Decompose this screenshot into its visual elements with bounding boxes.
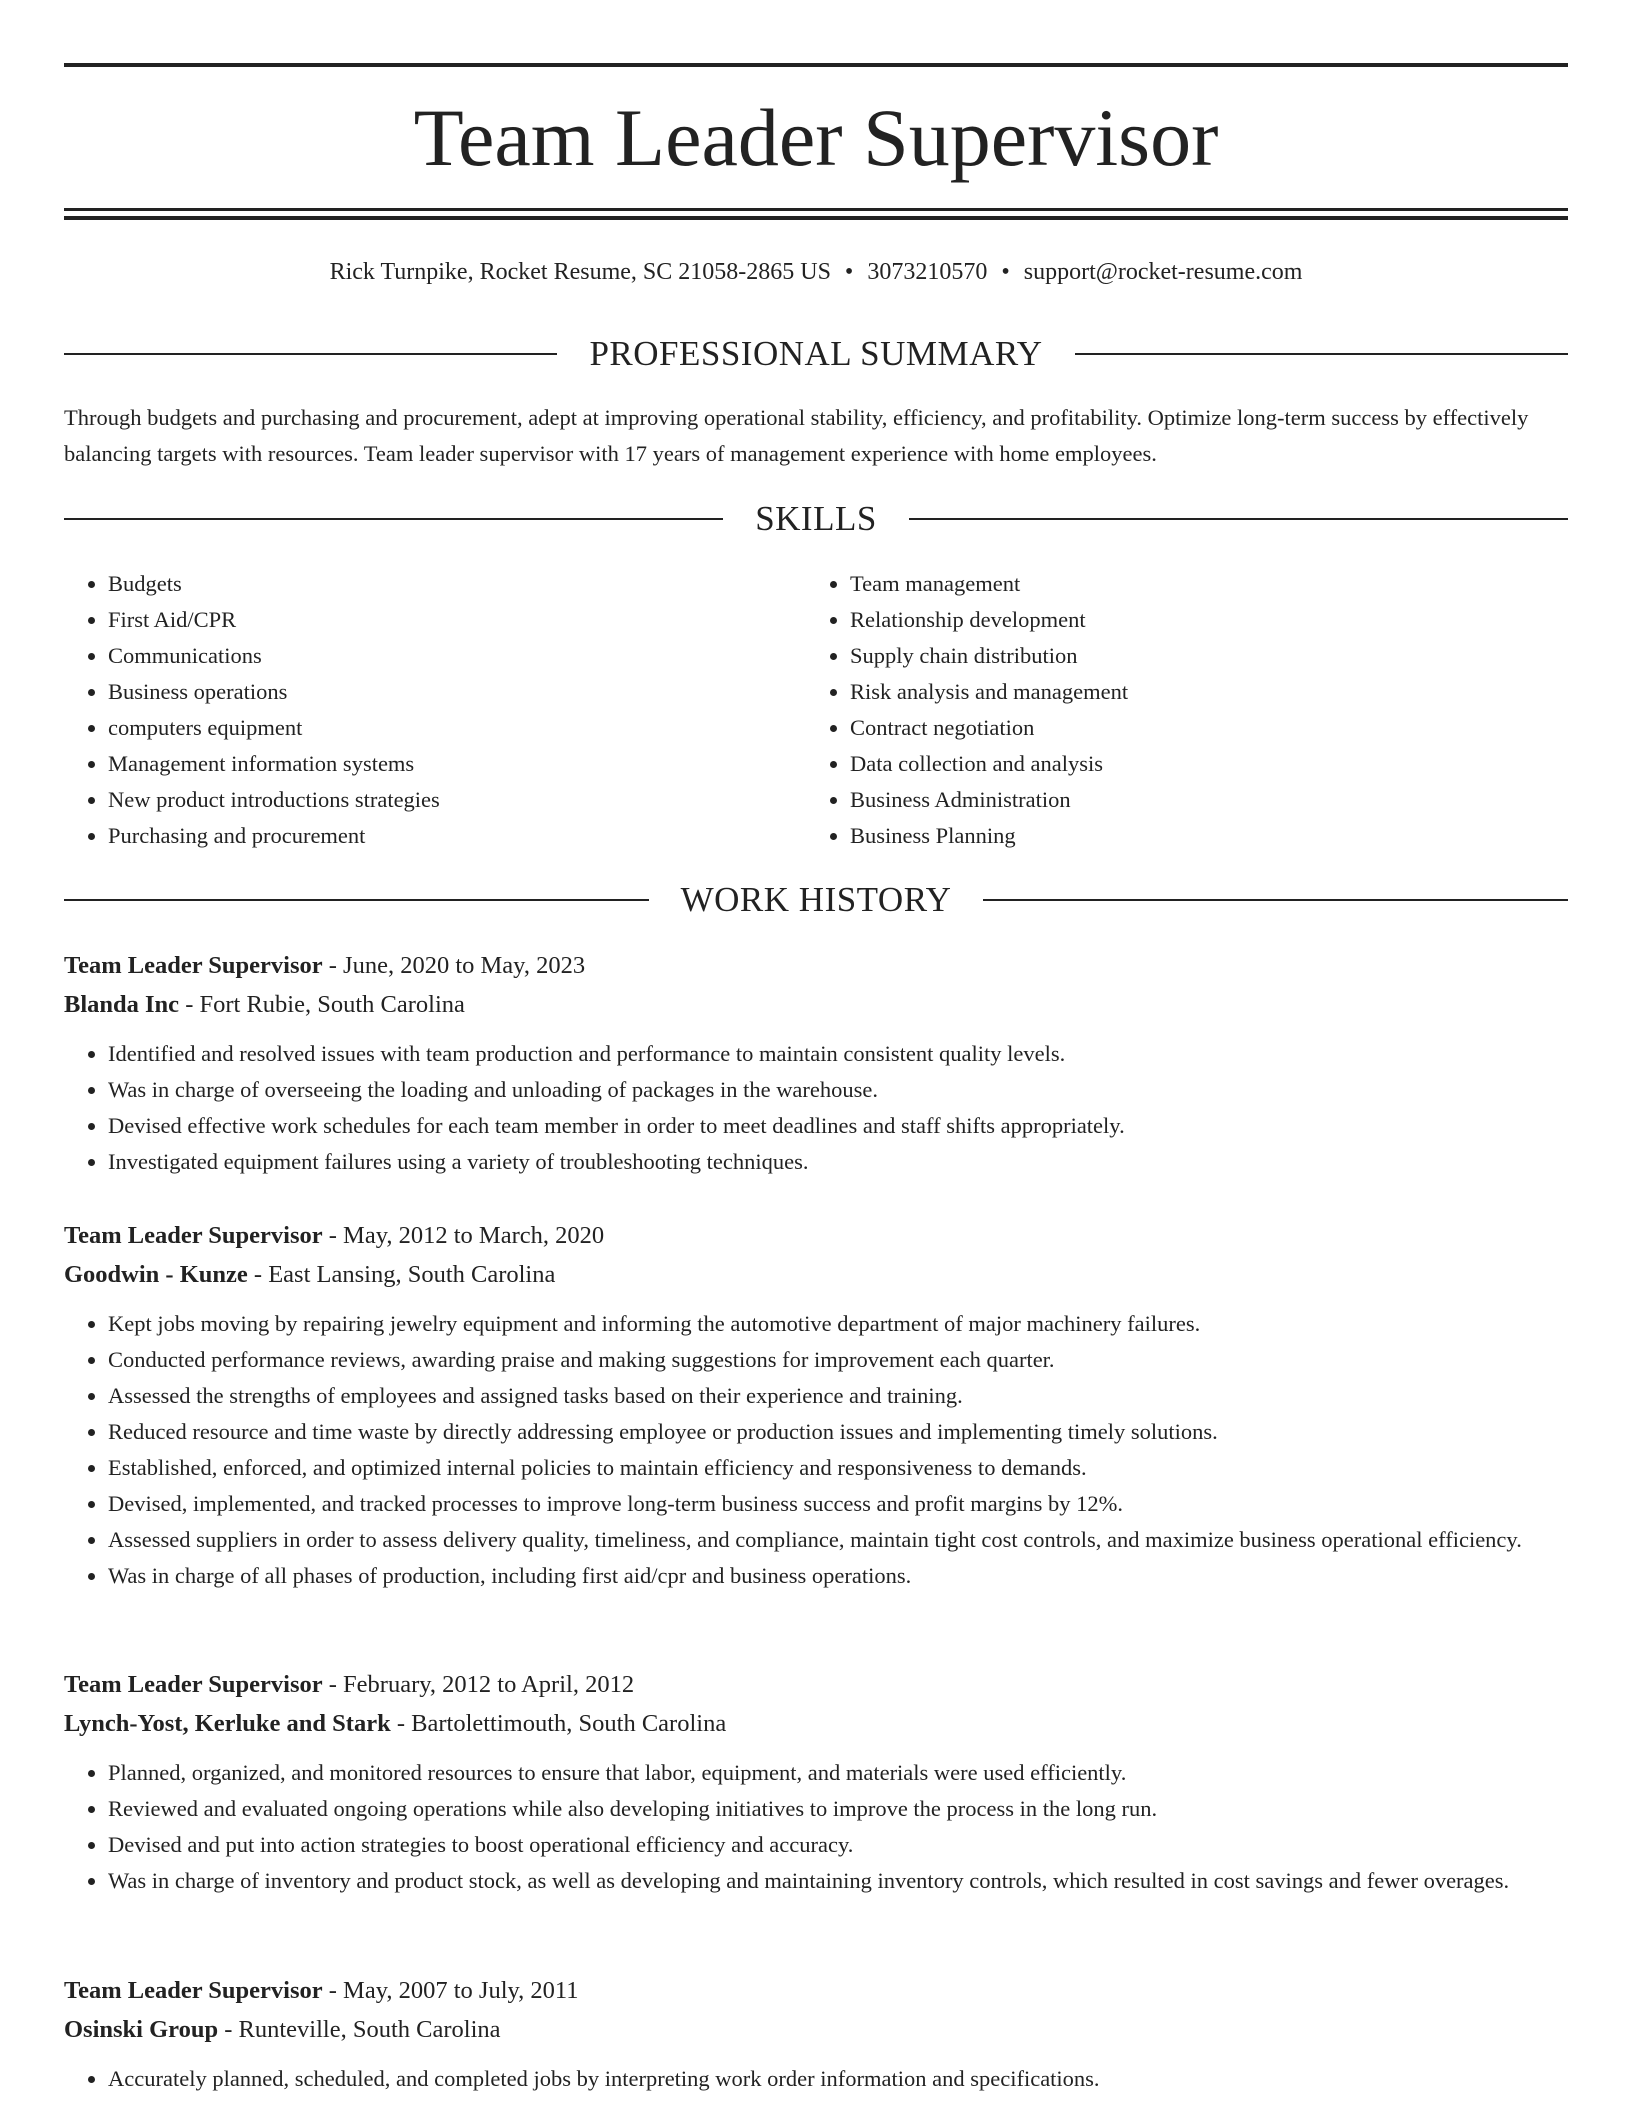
job-bullet: • Reviewed and evaluated ongoing operations while also developing initiatives to improve the process in the long run. (108, 1791, 1568, 1827)
job-title: Team Leader Supervisor (64, 1671, 323, 1698)
job-location: Fort Rubie, South Carolina (199, 991, 465, 1018)
job-bullet: • Investigated equipment failures using a variety of troubleshooting techniques. (108, 1144, 1568, 1180)
job-bullet: • Identified and resolved issues with team production and performance to maintain consistent quality levels. (108, 1036, 1568, 1072)
job-entry (64, 1216, 1568, 1594)
skill-item: • New product introductions strategies (108, 782, 806, 818)
skill-item: • Management information systems (108, 746, 806, 782)
job-title: Team Leader Supervisor (64, 1977, 323, 2004)
skill-item: • Purchasing and procurement (108, 818, 806, 854)
skill-item: • Risk analysis and management (850, 674, 1568, 710)
job-location: East Lansing, South Carolina (268, 1261, 556, 1288)
heading-rule (1075, 353, 1568, 355)
job-title: Team Leader Supervisor (64, 952, 323, 979)
skill-item: • Contract negotiation (850, 710, 1568, 746)
job-bullet: • Reduced resource and time waste by directly addressing employee or production issues and implementing timely solutions. (108, 1414, 1568, 1450)
work-heading (64, 878, 1568, 922)
skill-item: • Business operations (108, 674, 806, 710)
job-bullet: • Was in charge of overseeing the loading and unloading of packages in the warehouse. (108, 1072, 1568, 1108)
skill-item: • Business Administration (850, 782, 1568, 818)
skill-item: • First Aid/CPR (108, 602, 806, 638)
skills-list (64, 566, 1568, 854)
work-heading-text: WORK HISTORY (680, 880, 952, 919)
job-bullet: • Assessed the strengths of employees and assigned tasks based on their experience and training. (108, 1378, 1568, 1414)
skill-item: • Data collection and analysis (850, 746, 1568, 782)
job-company-line (64, 1255, 1568, 1294)
job-dash: - (179, 991, 200, 1018)
title-double-rule (64, 208, 1568, 220)
job-bullet: • Was in charge of all phases of production, including first aid/cpr and business operations. (108, 1558, 1568, 1594)
job-bullets (64, 1036, 1568, 1180)
job-dash: - (322, 952, 344, 979)
job-title-line (64, 1971, 1568, 2010)
job-bullet: • Kept jobs moving by repairing jewelry equipment and informing the automotive department of major machinery failures. (108, 1306, 1568, 1342)
job-bullet: • Devised, implemented, and tracked processes to improve long-term business success and profit margins by 12%. (108, 1486, 1568, 1522)
job-bullet: • Planned, organized, and monitored resources to ensure that labor, equipment, and materials were used efficiently. (108, 1755, 1568, 1791)
heading-rule (64, 518, 723, 520)
skills-heading (64, 497, 1568, 541)
job-company-line (64, 2010, 1568, 2049)
job-dates: May, 2012 to March, 2020 (343, 1222, 605, 1249)
job-dates: February, 2012 to April, 2012 (343, 1671, 635, 1698)
heading-rule (909, 518, 1568, 520)
skills-heading-text: SKILLS (755, 499, 877, 538)
contact-separator: • (1001, 259, 1010, 285)
skill-item: • Budgets (108, 566, 806, 602)
heading-rule (64, 899, 649, 901)
job-entry (64, 1665, 1568, 1899)
job-bullet: • Established, enforced, and optimized internal policies to maintain efficiency and responsiveness to demands. (108, 1450, 1568, 1486)
job-bullet: • Devised effective work schedules for each team member in order to meet deadlines and staff shifts appropriately. (108, 1108, 1568, 1144)
job-title-line (64, 1216, 1568, 1255)
job-dash: - (322, 1977, 344, 2004)
skill-item: • Team management (850, 566, 1568, 602)
job-company-line (64, 985, 1568, 1024)
job-dash: - (390, 1710, 412, 1737)
heading-rule (983, 899, 1568, 901)
job-dash: - (247, 1261, 269, 1288)
job-bullet: • Assessed suppliers in order to assess delivery quality, timeliness, and compliance, maintain tight cost controls, and maximize business operational efficiency. (108, 1522, 1568, 1558)
job-dates: June, 2020 to May, 2023 (343, 952, 586, 979)
job-entry (64, 1971, 1568, 2097)
top-rule (64, 63, 1568, 67)
skill-item: • Business Planning (850, 818, 1568, 854)
contact-separator: • (844, 259, 854, 285)
skill-item: • Communications (108, 638, 806, 674)
job-location: Runteville, South Carolina (238, 2016, 501, 2043)
summary-text: Through budgets and purchasing and procurement, adept at improving operational stability, efficiency, and profitability. Optimize long-term success by effectively balancing targets with resources. Team leader supervisor with 17 years of management experience with home employees. (64, 405, 1529, 466)
job-company: Lynch-Yost, Kerluke and Stark (64, 1710, 391, 1737)
contact-phone: 3073210570 (867, 259, 988, 285)
job-bullet: • Devised and put into action strategies to boost operational efficiency and accuracy. (108, 1827, 1568, 1863)
skill-item: • Supply chain distribution (850, 638, 1568, 674)
skill-item: • computers equipment (108, 710, 806, 746)
job-dash: - (322, 1671, 344, 1698)
summary-heading-text: PROFESSIONAL SUMMARY (589, 334, 1043, 373)
skill-item: • Relationship development (850, 602, 1568, 638)
job-bullet: • Accurately planned, scheduled, and completed jobs by interpreting work order information and specifications. (108, 2061, 1568, 2097)
job-bullets (64, 1306, 1568, 1594)
job-title-line (64, 1665, 1568, 1704)
contact-line (64, 254, 1568, 290)
skills-right-column (64, 566, 1568, 854)
contact-email: support@rocket-resume.com (1023, 259, 1303, 285)
job-bullet: • Was in charge of inventory and product stock, as well as developing and maintaining inventory controls, which resulted in cost savings and fewer overages. (108, 1863, 1568, 1899)
job-bullets (64, 1755, 1568, 1899)
job-company-line (64, 1704, 1568, 1743)
summary-heading (64, 332, 1568, 376)
job-company: Blanda Inc (64, 991, 180, 1018)
job-bullet: • Conducted performance reviews, awarding praise and making suggestions for improvement each quarter. (108, 1342, 1568, 1378)
job-company: Goodwin - Kunze (64, 1261, 248, 1288)
job-title: Team Leader Supervisor (64, 1222, 323, 1249)
job-dash: - (218, 2016, 239, 2043)
job-bullets (64, 2061, 1568, 2097)
job-company: Osinski Group (64, 2016, 219, 2043)
job-dates: May, 2007 to July, 2011 (343, 1977, 579, 2004)
resume-title: Team Leader Supervisor (413, 92, 1219, 183)
job-entry (64, 946, 1568, 1180)
job-dash: - (322, 1222, 344, 1249)
heading-rule (64, 353, 557, 355)
job-title-line (64, 946, 1568, 985)
contact-address: Rick Turnpike, Rocket Resume, SC 21058-2865 US (329, 259, 831, 285)
job-location: Bartolettimouth, South Carolina (411, 1710, 727, 1737)
